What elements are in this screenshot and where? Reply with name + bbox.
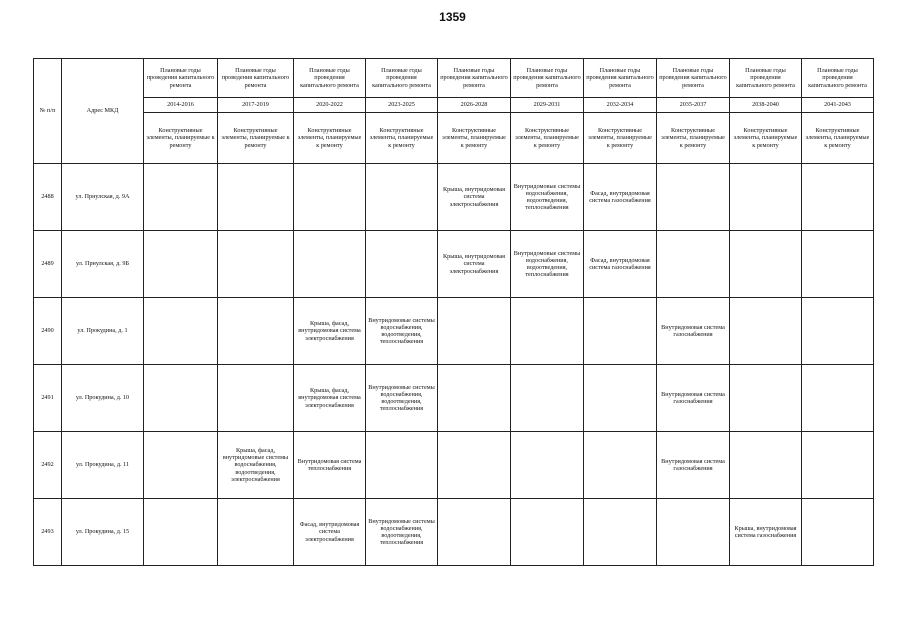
table-cell bbox=[144, 231, 218, 298]
row-address: ул. Прокудина, д. 10 bbox=[62, 365, 144, 432]
table-row bbox=[34, 365, 874, 432]
header-elements-row bbox=[34, 113, 874, 164]
header-years: 2020-2022 bbox=[294, 98, 366, 113]
header-elements: Конструктивные элементы, планируемые к ремонту bbox=[511, 113, 584, 164]
row-number: 2491 bbox=[34, 365, 62, 432]
table-cell: Внутридомовая система газоснабжения bbox=[657, 432, 730, 499]
table-cell bbox=[730, 365, 802, 432]
table-cell: Внутридомовая система газоснабжения bbox=[657, 298, 730, 365]
header-plan: Плановые годы проведения капитального ремонта bbox=[438, 59, 511, 98]
table-cell: Крыша, внутридомовая система газоснабжения bbox=[730, 499, 802, 566]
header-plan: Плановые годы проведения капитального ремонта bbox=[144, 59, 218, 98]
table-cell bbox=[144, 499, 218, 566]
page-number: 1359 bbox=[439, 10, 466, 24]
table-cell: Фасад, внутридомовая система газоснабжения bbox=[584, 164, 657, 231]
header-years: 2023-2025 bbox=[366, 98, 438, 113]
table-cell: Внутридомовые системы водоснабжения, водоотведения, теплоснабжения bbox=[366, 499, 438, 566]
table-cell bbox=[511, 298, 584, 365]
header-elements: Конструктивные элементы, планируемые к ремонту bbox=[730, 113, 802, 164]
header-years: 2026-2028 bbox=[438, 98, 511, 113]
table-cell bbox=[511, 499, 584, 566]
table-cell bbox=[366, 432, 438, 499]
header-elements: Конструктивные элементы, планируемые к ремонту bbox=[294, 113, 366, 164]
table-cell bbox=[438, 499, 511, 566]
row-number: 2490 bbox=[34, 298, 62, 365]
table-cell bbox=[802, 365, 874, 432]
table-cell bbox=[730, 164, 802, 231]
header-elements: Конструктивные элементы, планируемые к ремонту bbox=[218, 113, 294, 164]
header-years: 2041-2043 bbox=[802, 98, 874, 113]
table-cell bbox=[366, 231, 438, 298]
table-cell bbox=[218, 164, 294, 231]
table-cell: Фасад, внутридомовая система электроснабжения bbox=[294, 499, 366, 566]
header-plan: Плановые годы проведения капитального ремонта bbox=[511, 59, 584, 98]
header-plan: Плановые годы проведения капитального ремонта bbox=[730, 59, 802, 98]
table-cell: Внутридомовая система газоснабжения bbox=[657, 365, 730, 432]
capital-repair-table bbox=[33, 58, 874, 566]
table-cell bbox=[218, 365, 294, 432]
header-years-row bbox=[34, 98, 874, 113]
table-cell bbox=[584, 499, 657, 566]
table-cell bbox=[584, 298, 657, 365]
table-cell bbox=[294, 164, 366, 231]
table-cell bbox=[730, 231, 802, 298]
table-cell: Внутридомовые системы водоснабжения, водоотведения, теплоснабжения bbox=[366, 298, 438, 365]
table-cell bbox=[294, 231, 366, 298]
table-cell bbox=[802, 164, 874, 231]
table-cell bbox=[218, 231, 294, 298]
header-years: 2017-2019 bbox=[218, 98, 294, 113]
table-cell: Внутридомовая система теплоснабжения bbox=[294, 432, 366, 499]
table-cell bbox=[218, 499, 294, 566]
table-cell bbox=[584, 365, 657, 432]
header-address: Адрес МКД bbox=[62, 59, 144, 164]
header-plan: Плановые годы проведения капитального ремонта bbox=[657, 59, 730, 98]
table-cell: Внутридомовые системы водоснабжения, водоотведения, теплоснабжения bbox=[511, 231, 584, 298]
header-elements: Конструктивные элементы, планируемые к ремонту bbox=[438, 113, 511, 164]
table-cell bbox=[144, 298, 218, 365]
header-plan: Плановые годы проведения капитального ремонта bbox=[366, 59, 438, 98]
header-years: 2029-2031 bbox=[511, 98, 584, 113]
row-address: ул. Прнулская, д. 9Б bbox=[62, 231, 144, 298]
table-cell: Крыша, внутридомовая система электроснабжения bbox=[438, 231, 511, 298]
table-cell bbox=[438, 365, 511, 432]
header-plan: Плановые годы проведения капитального ремонта bbox=[218, 59, 294, 98]
table-cell bbox=[438, 432, 511, 499]
header-years: 2032-2034 bbox=[584, 98, 657, 113]
table-cell bbox=[802, 432, 874, 499]
row-address: ул. Прнулская, д. 9А bbox=[62, 164, 144, 231]
header-years: 2014-2016 bbox=[144, 98, 218, 113]
table-cell: Внутридомовые системы водоснабжения, водоотведения, теплоснабжения bbox=[366, 365, 438, 432]
header-plan: Плановые годы проведения капитального ремонта bbox=[802, 59, 874, 98]
header-elements: Конструктивные элементы, планируемые к ремонту bbox=[144, 113, 218, 164]
header-plan: Плановые годы проведения капитального ремонта bbox=[584, 59, 657, 98]
table-cell: Крыша, фасад, внутридомовая система электроснабжения bbox=[294, 298, 366, 365]
table-cell bbox=[730, 432, 802, 499]
row-number: 2493 bbox=[34, 499, 62, 566]
header-num: № п/п bbox=[34, 59, 62, 164]
row-number: 2488 bbox=[34, 164, 62, 231]
table-cell bbox=[511, 432, 584, 499]
table-row bbox=[34, 298, 874, 365]
row-address: ул. Прокудина, д. 11 bbox=[62, 432, 144, 499]
table-cell: Крыша, фасад, внутридомовые системы водоснабжения, водоотведения, электроснабжения bbox=[218, 432, 294, 499]
table-row bbox=[34, 231, 874, 298]
table-cell bbox=[802, 298, 874, 365]
table-cell bbox=[657, 164, 730, 231]
header-elements: Конструктивные элементы, планируемые к ремонту bbox=[366, 113, 438, 164]
table-cell bbox=[438, 298, 511, 365]
table-cell: Фасад, внутридомовая система газоснабжения bbox=[584, 231, 657, 298]
header-years: 2035-2037 bbox=[657, 98, 730, 113]
row-number: 2489 bbox=[34, 231, 62, 298]
table-cell bbox=[144, 432, 218, 499]
table-cell bbox=[144, 365, 218, 432]
table-cell bbox=[802, 499, 874, 566]
table-cell: Внутридомовые системы водоснабжения, водоотведения, теплоснабжения bbox=[511, 164, 584, 231]
table-cell bbox=[657, 499, 730, 566]
table-cell bbox=[511, 365, 584, 432]
table-cell bbox=[366, 164, 438, 231]
header-years: 2038-2040 bbox=[730, 98, 802, 113]
table-cell: Крыша, внутридомовая система электроснабжения bbox=[438, 164, 511, 231]
table-cell: Крыша, фасад, внутридомовая система электроснабжения bbox=[294, 365, 366, 432]
table-row bbox=[34, 164, 874, 231]
table-cell bbox=[584, 432, 657, 499]
header-elements: Конструктивные элементы, планируемые к ремонту bbox=[802, 113, 874, 164]
table-cell bbox=[218, 298, 294, 365]
table-cell bbox=[730, 298, 802, 365]
table-cell bbox=[802, 231, 874, 298]
row-number: 2492 bbox=[34, 432, 62, 499]
row-address: ул. Прокудина, д. 15 bbox=[62, 499, 144, 566]
table-cell bbox=[657, 231, 730, 298]
header-plan-row bbox=[34, 59, 874, 98]
table-row bbox=[34, 499, 874, 566]
table-row bbox=[34, 432, 874, 499]
table-cell bbox=[144, 164, 218, 231]
row-address: ул. Прокудина, д. 1 bbox=[62, 298, 144, 365]
header-elements: Конструктивные элементы, планируемые к ремонту bbox=[584, 113, 657, 164]
header-plan: Плановые годы проведения капитального ремонта bbox=[294, 59, 366, 98]
header-elements: Конструктивные элементы, планируемые к ремонту bbox=[657, 113, 730, 164]
